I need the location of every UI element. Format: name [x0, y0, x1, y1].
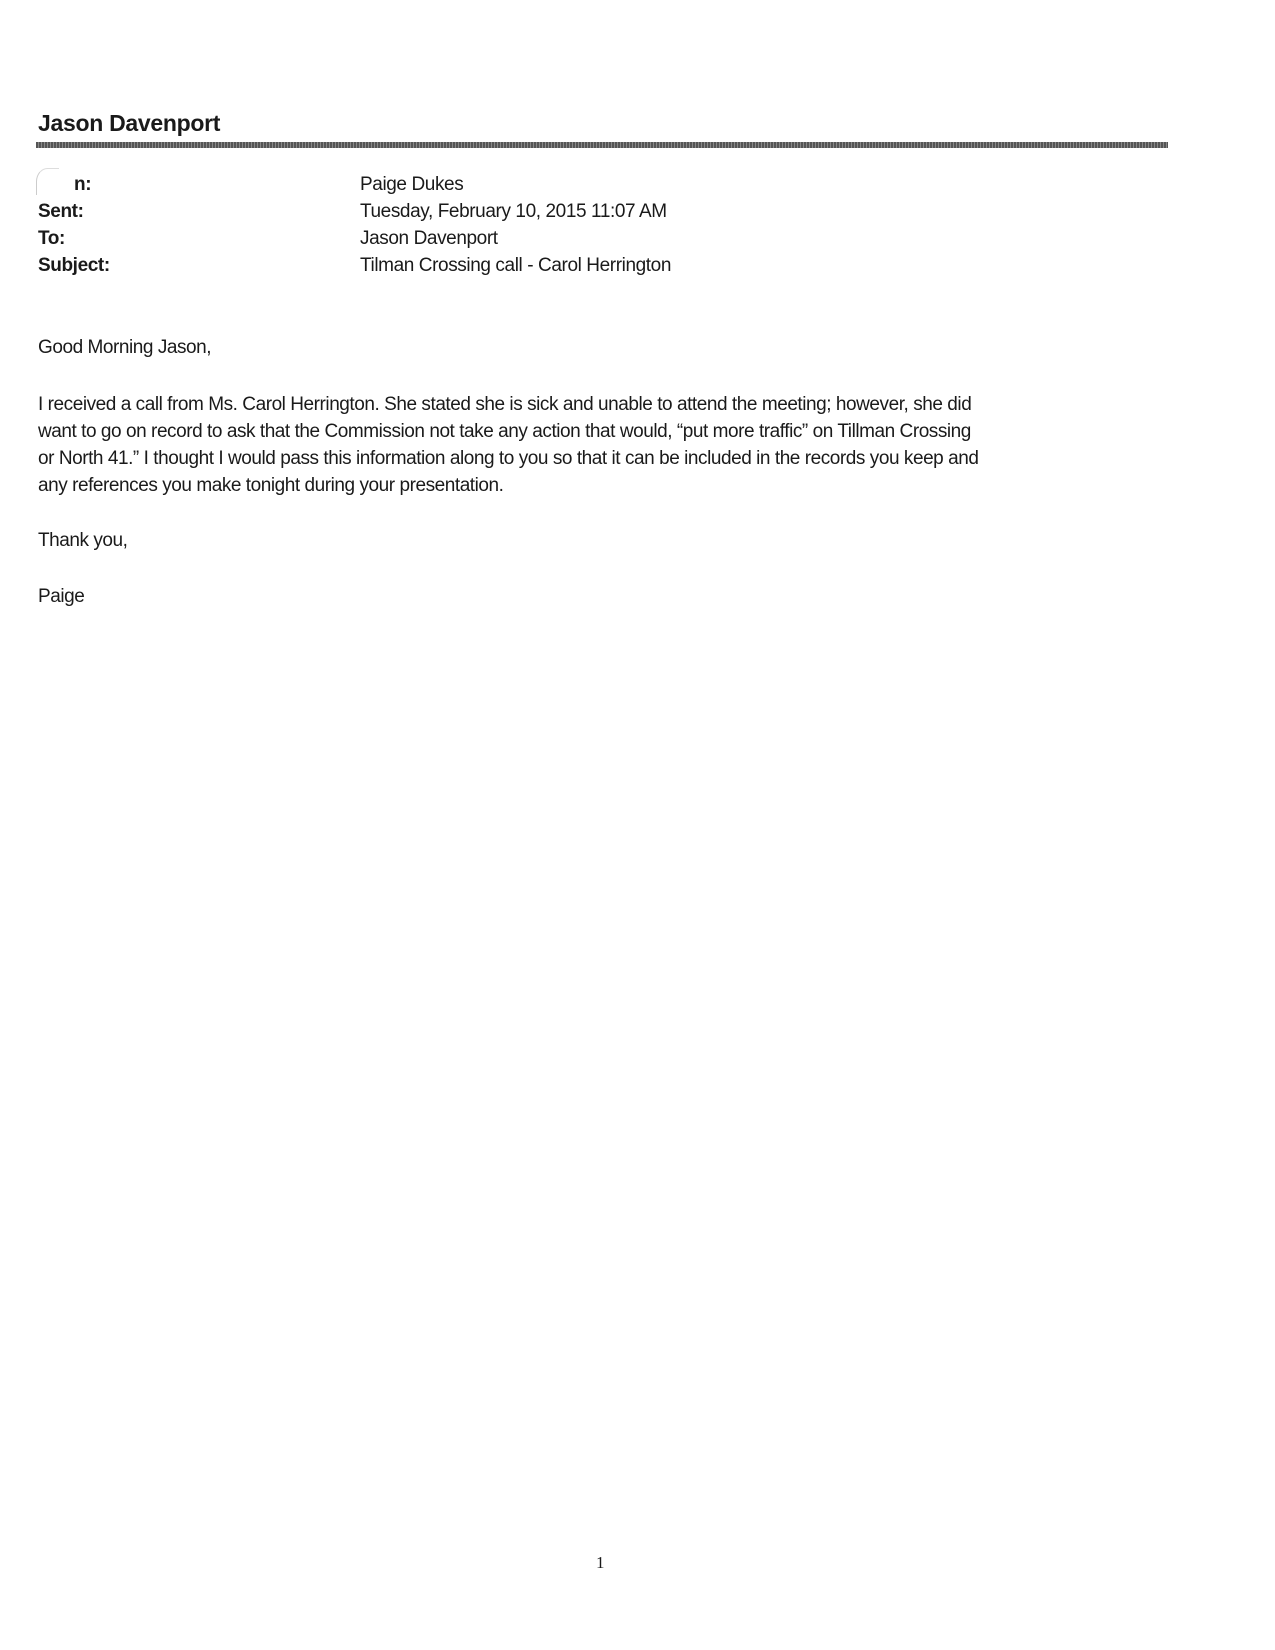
signature: Paige — [38, 586, 85, 607]
subject-value: Tilman Crossing call - Carol Herrington — [360, 255, 672, 276]
page-number: 1 — [596, 1553, 605, 1572]
to-value: Jason Davenport — [360, 228, 498, 249]
body-paragraph — [38, 391, 978, 499]
closing: Thank you, — [38, 530, 128, 551]
document-title: Jason Davenport — [38, 110, 221, 136]
sent-value: Tuesday, February 10, 2015 11:07 AM — [360, 201, 667, 222]
body-line: want to go on record to ask that the Commission not take any action that would, “put more traffic” on Tillman Crossing — [38, 421, 971, 442]
body-line: any references you make tonight during your presentation. — [38, 475, 504, 496]
to-label: To: — [38, 228, 65, 249]
title-divider — [36, 142, 1168, 148]
greeting: Good Morning Jason, — [38, 337, 212, 358]
subject-label: Subject: — [38, 255, 110, 276]
from-label: n: — [74, 174, 92, 195]
sent-label: Sent: — [38, 201, 84, 222]
body-line: or North 41.” I thought I would pass this information along to you so that it can be included in the records you keep and — [38, 448, 979, 469]
body-line: I received a call from Ms. Carol Herrington. She stated she is sick and unable to attend the meeting; however, she did — [38, 394, 972, 415]
scan-artifact — [36, 168, 59, 195]
from-value: Paige Dukes — [360, 174, 464, 195]
